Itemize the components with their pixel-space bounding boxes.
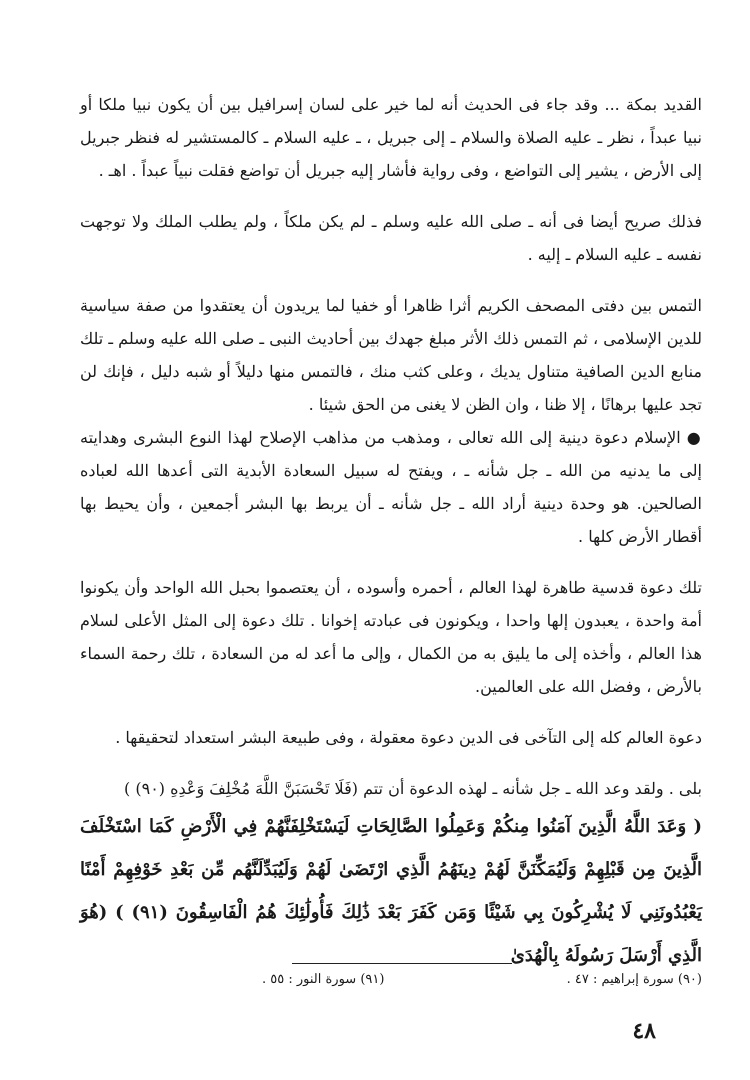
footnote-90: (٩٠) سورة إبراهيم : ٤٧ . (566, 972, 702, 987)
paragraph-2: فذلك صريح أيضا فى أنه ـ صلى الله عليه وسلم ـ لم يكن ملكاً ، ولم يطلب الملك ولا توجهت نفسه ـ عليه السلام ـ إليه . (80, 212, 702, 264)
paragraph-4-text: الإسلام دعوة دينية إلى الله تعالى ، ومذهب من مذاهب الإصلاح لهذا النوع البشرى وهدايته إلى ما يدنيه من الله ـ جل شأنه ـ ، ويفتح له سبيل السعادة الأبدية التى أعدها الله لعباده الصالحين. هو وحدة دينية أراد الله ـ جل شأنه ـ أن يربط بها البشر أجمعين ، وأن يحيط بها أقطار الأرض كلها . (80, 428, 703, 546)
paragraph-5: تلك دعوة قدسية طاهرة لهذا العالم ، أحمره وأسوده ، أن يعتصموا بحبل الله الواحد وأن يكونوا أمة واحدة ، يعبدون إلها واحدا ، ويكونون فى عبادته إخوانا . تلك دعوة إلى المثل الأعلى لسلام هذا العالم ، وأخذه إلى ما يليق به من الكمال ، وإلى ما أعد له من السعادة ، تلك رحمة السماء بالأرض ، وفضل الله على العالمين. (80, 578, 702, 696)
paragraph-1: القديد بمكة ... وقد جاء فى الحديث أنه لما خير على لسان إسرافيل بين أن يكون نبيا ملكا أو نبيا عبداً ، نظر ـ عليه الصلاة والسلام ـ إلى جبريل ، ـ عليه السلام ـ كالمستشير له فنظر جبريل إلى الأرض ، يشير إلى التواضع ، وفى رواية فأشار إليه جبريل أن تواضع فقلت نبياً عبداً . اهـ . (80, 95, 703, 180)
footnote-91: (٩١) سورة النور : ٥٥ . (262, 972, 385, 987)
bullet-icon: ● (686, 428, 703, 447)
closing-intro: بلى . ولقد وعد الله ـ جل شأنه ـ لهذه الدعوة أن تتم (فَلَا تَحْسَبَنَّ اللَّهَ مُخْلِفَ وَعْدِهِ (٩٠) ) (124, 779, 702, 798)
footnotes (262, 972, 702, 987)
paragraph-3: التمس بين دفتى المصحف الكريم أثرا ظاهرا أو خفيا لما يريدون أن يعتقدوا من صفة سياسية للدين الإسلامى ، ثم التمس ذلك الأثر مبلغ جهدك بين أحاديث النبى ـ صلى الله عليه وسلم ـ تلك منابع الدين الصافية متناول يديك ، وعلى كثب منك ، فالتمس منها دليلاً أو شبه دليل ، فإنك لن تجد عليها برهانًا ، إلا ظنا ، وان الظن لا يغنى من الحق شيئا . (80, 296, 702, 414)
quran-verses: ( وَعَدَ اللَّهُ الَّذِينَ آمَنُوا مِنكُمْ وَعَمِلُوا الصَّالِحَاتِ لَيَسْتَخْلِفَنَّهُمْ فِي الْأَرْضِ كَمَا اسْتَخْلَفَ الَّذِينَ مِن قَبْلِهِمْ وَلَيُمَكِّنَنَّ لَهُمْ دِينَهُمُ الَّذِي ارْتَضَىٰ لَهُمْ وَلَيُبَدِّلَنَّهُم مِّن بَعْدِ خَوْفِهِمْ أَمْنًا يَعْبُدُونَنِي لَا يُشْرِكُونَ بِي شَيْئًا وَمَن كَفَرَ بَعْدَ ذَٰلِكَ فَأُولَٰئِكَ هُمُ الْفَاسِقُونَ (٩١) ) (هُوَ الَّذِي أَرْسَلَ رَسُولَهُ بِالْهُدَىٰ (80, 816, 702, 966)
footnote-separator (292, 963, 512, 964)
paragraph-6: دعوة العالم كله إلى التآخى فى الدين دعوة معقولة ، وفى طبيعة البشر استعداد لتحقيقها . (115, 728, 702, 747)
paragraph-4 (80, 421, 702, 553)
page-number: ٤٨ (632, 1018, 656, 1044)
main-text (80, 88, 702, 977)
